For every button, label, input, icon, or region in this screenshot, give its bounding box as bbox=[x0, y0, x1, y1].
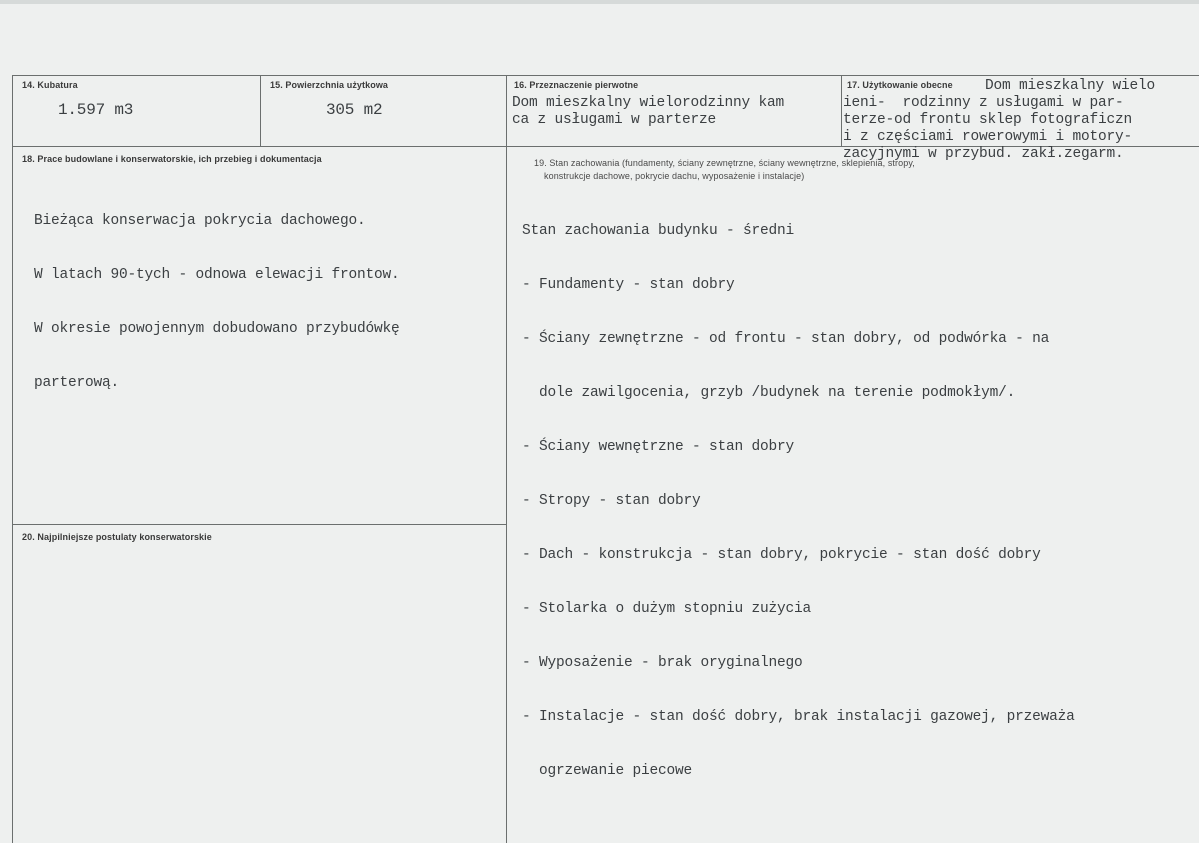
field-19-line-11: ogrzewanie piecowe bbox=[522, 763, 693, 779]
field-19-label-line-1: 19. Stan zachowania (fundamenty, ściany zewnętrzne, ściany wewnętrzne, sklepienia, stropy, bbox=[534, 158, 915, 168]
field-15-value: 305 m2 bbox=[326, 101, 383, 119]
field-17-label: 17. Użytkowanie obecne bbox=[847, 80, 953, 90]
field-19-line-2: - Fundamenty - stan dobry bbox=[522, 277, 735, 293]
divider-v-left bbox=[12, 75, 13, 843]
field-17-line-3: terze-od frontu sklep fotograficzn bbox=[843, 112, 1133, 128]
field-17-line-1: Dom mieszkalny wielo bbox=[985, 78, 1156, 94]
field-17-line-2: ieni- rodzinny z usługami w par- bbox=[843, 95, 1124, 111]
field-16-line-2: ca z usługami w parterze bbox=[512, 112, 717, 128]
divider-v-17 bbox=[841, 75, 842, 146]
field-19-line-3: - Ściany zewnętrzne - od frontu - stan dobry, od podwórka - na bbox=[522, 331, 1050, 347]
field-20-label: 20. Najpilniejsze postulaty konserwatorskie bbox=[22, 532, 212, 542]
divider-v-15 bbox=[260, 75, 261, 146]
card-top-edge bbox=[0, 0, 1199, 4]
field-19-line-4: dole zawilgocenia, grzyb /budynek na terenie podmokłym/. bbox=[522, 385, 1016, 401]
divider-top bbox=[12, 75, 1199, 76]
field-16-label: 16. Przeznaczenie pierwotne bbox=[514, 80, 639, 90]
divider-left-middle bbox=[12, 524, 506, 525]
field-18-label: 18. Prace budowlane i konserwatorskie, ich przebieg i dokumentacja bbox=[22, 154, 322, 164]
field-18-line-3: W okresie powojennym dobudowano przybudówkę bbox=[34, 321, 400, 337]
field-18-line-2: W latach 90-tych - odnowa elewacji frontow. bbox=[34, 267, 400, 283]
field-19-line-1: Stan zachowania budynku - średni bbox=[522, 223, 795, 239]
field-18-line-4: parterową. bbox=[34, 375, 120, 391]
field-19-line-7: - Dach - konstrukcja - stan dobry, pokrycie - stan dość dobry bbox=[522, 547, 1041, 563]
divider-v-16 bbox=[506, 75, 507, 843]
field-18-line-1: Bieżąca konserwacja pokrycia dachowego. bbox=[34, 213, 366, 229]
field-17-line-4: i z częściami rowerowymi i motory- bbox=[843, 129, 1133, 145]
field-19-line-6: - Stropy - stan dobry bbox=[522, 493, 701, 509]
field-19-line-5: - Ściany wewnętrzne - stan dobry bbox=[522, 439, 795, 455]
field-16-line-1: Dom mieszkalny wielorodzinny kam bbox=[512, 95, 785, 111]
field-18-text bbox=[34, 176, 400, 428]
field-19-line-8: - Stolarka o dużym stopniu zużycia bbox=[522, 601, 812, 617]
field-14-value: 1.597 m3 bbox=[58, 101, 134, 119]
field-19-text bbox=[522, 186, 1075, 816]
field-19-label-line-2: konstrukcje dachowe, pokrycie dachu, wyposażenie i instalacje) bbox=[544, 171, 805, 181]
field-17-line-5: zacyjnymi w przybud. zakł.zegarm. bbox=[843, 146, 1124, 162]
field-15-label: 15. Powierzchnia użytkowa bbox=[270, 80, 389, 90]
field-14-label: 14. Kubatura bbox=[22, 80, 78, 90]
field-19-line-9: - Wyposażenie - brak oryginalnego bbox=[522, 655, 803, 671]
field-19-line-10: - Instalacje - stan dość dobry, brak instalacji gazowej, przeważa bbox=[522, 709, 1075, 725]
